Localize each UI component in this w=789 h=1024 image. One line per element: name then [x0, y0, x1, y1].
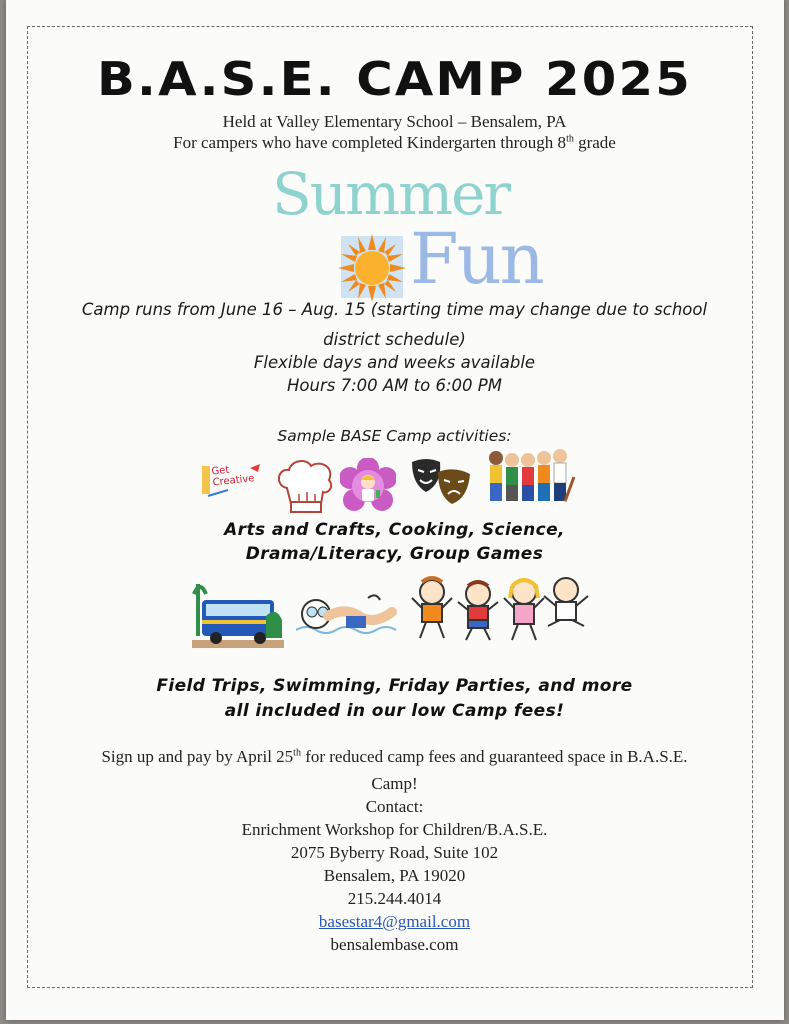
- flexible-days: Flexible days and weeks available: [253, 353, 536, 372]
- phone-number: 215.244.4014: [347, 889, 442, 908]
- activities-line-2: Drama/Literacy, Group Games: [245, 544, 544, 564]
- kids-group-icon: [484, 446, 580, 508]
- fees-line-2: all included in our low Camp fees!: [224, 701, 565, 721]
- kid-jumping-icon: [408, 572, 598, 652]
- location-line: Held at Valley Elementary School – Bensalem, PA: [222, 112, 567, 131]
- eligibility-line: [0, 133, 789, 153]
- eligibility-sup: th: [566, 133, 574, 145]
- eligibility-text: For campers who have completed Kindergarten through 8: [173, 133, 567, 152]
- signup-text: Sign up and pay by April 25: [101, 747, 294, 766]
- signup-suffix: for reduced camp fees and guaranteed space in B.A.S.E.: [300, 747, 688, 766]
- get-creative-icon: [198, 462, 264, 498]
- org-name: Enrichment Workshop for Children/B.A.S.E.: [241, 820, 548, 839]
- activities-line-1: Arts and Crafts, Cooking, Science,: [224, 520, 565, 540]
- dates-line-1: Camp runs from June 16 – Aug. 15 (starting time may change due to school: [81, 300, 708, 319]
- fees-line-1: Field Trips, Swimming, Friday Parties, and more: [156, 676, 633, 696]
- activities-heading: Sample BASE Camp activities:: [277, 427, 512, 445]
- hours-line: Hours 7:00 AM to 6:00 PM: [287, 376, 502, 395]
- flyer-title: B.A.S.E. CAMP 2025: [97, 52, 692, 106]
- chef-hat-icon: [273, 458, 337, 518]
- signup-line-1: [0, 747, 789, 767]
- drama-masks-icon: [408, 456, 474, 508]
- fun-word: Fun: [410, 218, 543, 300]
- address-line-2: Bensalem, PA 19020: [323, 866, 466, 885]
- address-line-1: 2075 Byberry Road, Suite 102: [290, 843, 499, 862]
- swimmer-icon: [296, 590, 406, 650]
- website: bensalembase.com: [330, 935, 459, 954]
- eligibility-suffix: grade: [573, 133, 616, 152]
- scientist-icon: [340, 458, 396, 514]
- summer-word: Summer: [272, 160, 510, 228]
- sun-icon: [336, 232, 408, 304]
- dates-line-2: district schedule): [323, 330, 466, 349]
- contact-label: Contact:: [365, 797, 424, 816]
- get-creative-label: Get Creative: [210, 464, 255, 489]
- signup-line-2: Camp!: [371, 774, 418, 793]
- email-link[interactable]: basestar4@gmail.com: [318, 912, 471, 931]
- bus-icon: [192, 576, 284, 648]
- signup-sup: th: [293, 747, 301, 759]
- email-line: [0, 912, 789, 932]
